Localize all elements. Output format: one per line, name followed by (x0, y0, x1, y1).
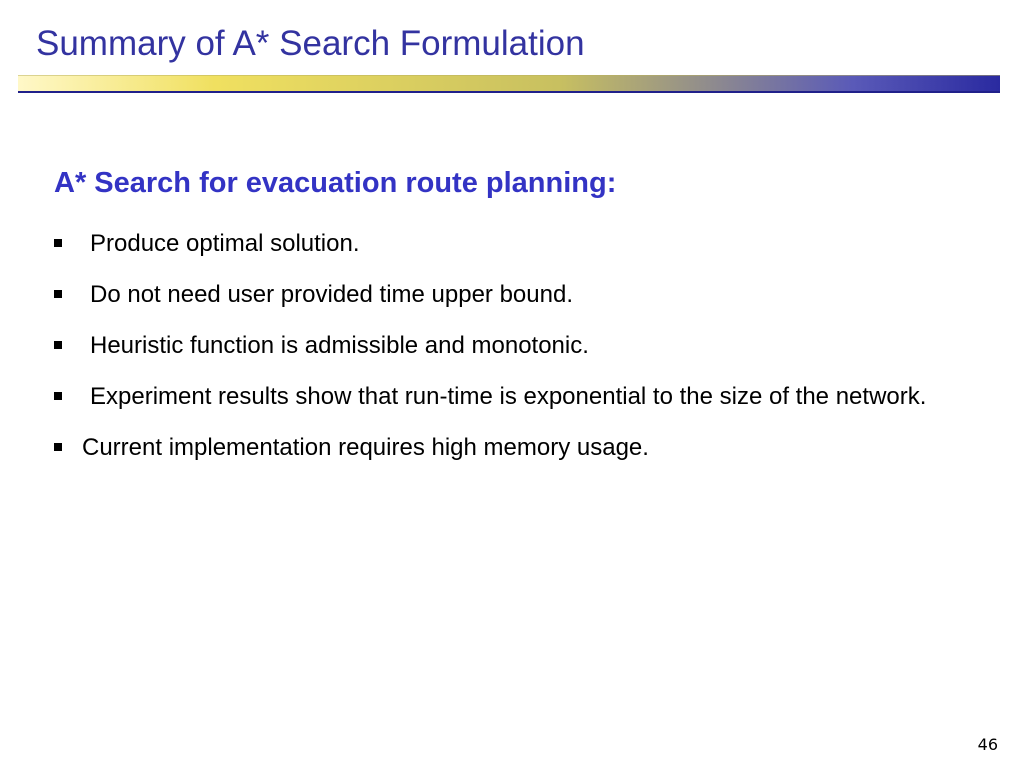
bullet-item (54, 379, 954, 414)
bullet-text: Heuristic function is admissible and monotonic. (90, 332, 589, 359)
title-underline-top-edge (18, 75, 1000, 76)
bullet-item (54, 430, 954, 465)
square-bullet-icon (54, 290, 62, 298)
page-number: 46 (977, 735, 998, 754)
bullet-text: Current implementation requires high memory usage. (82, 434, 649, 461)
square-bullet-icon (54, 392, 62, 400)
title-underline-bar (18, 75, 1000, 91)
bullet-text: Do not need user provided time upper bound. (90, 281, 573, 308)
bullet-item (54, 328, 954, 363)
title-underline-bottom-edge (18, 91, 1000, 93)
square-bullet-icon (54, 239, 62, 247)
square-bullet-icon (54, 443, 62, 451)
bullet-text: Produce optimal solution. (90, 230, 360, 257)
bullet-item (54, 226, 954, 261)
slide-subheading: A* Search for evacuation route planning: (54, 167, 617, 199)
bullet-text: Experiment results show that run-time is exponential to the size of the network. (90, 383, 927, 410)
bullet-list (54, 226, 954, 481)
square-bullet-icon (54, 341, 62, 349)
bullet-item (54, 277, 954, 312)
slide-title: Summary of A* Search Formulation (36, 24, 585, 63)
